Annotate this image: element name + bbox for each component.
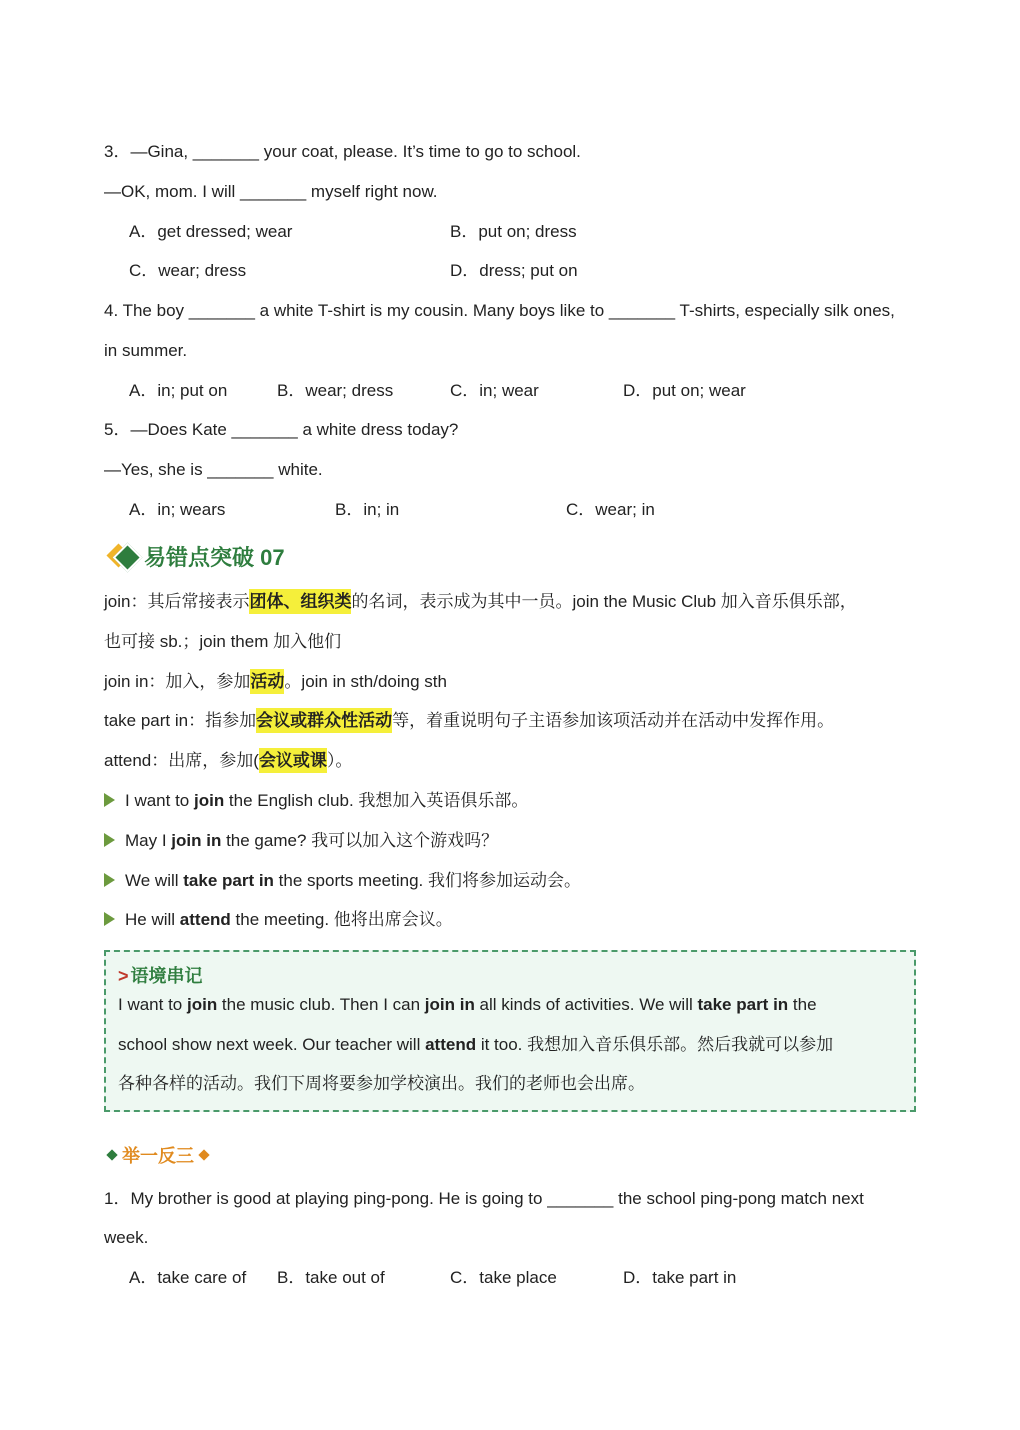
example-sentence: He will attend the meeting. 他将出席会议。 bbox=[104, 909, 453, 931]
example-sentence: We will take part in the sports meeting. 我们将参加运动会。 bbox=[104, 870, 581, 892]
question-4-line-1: 4. The boy _______ a white T-shirt is my cousin. Many boys like to _______ T-shirts, especially silk ones, bbox=[104, 301, 895, 320]
example-sentence: May I join in the game? 我可以加入这个游戏吗？ bbox=[104, 830, 498, 852]
join-in-explanation: join in：加入，参加活动。join in sth/doing sth bbox=[104, 671, 447, 693]
q5-option-a: A．in; wears bbox=[129, 500, 226, 519]
highlight-term: 团体、组织类 bbox=[249, 589, 351, 614]
context-box-title: > 语境串记 bbox=[118, 966, 203, 986]
q3-option-a: A．get dressed; wear bbox=[129, 222, 293, 241]
question-5-line-2: —Yes, she is _______ white. bbox=[104, 460, 323, 479]
practice-question-1-line-1: 1．My brother is good at playing ping-pong. He is going to _______ the school ping-pong match next bbox=[104, 1189, 864, 1208]
practice-option-c: C．take place bbox=[450, 1268, 557, 1287]
context-line-3: 各种各样的活动。我们下周将要参加学校演出。我们的老师也会出席。 bbox=[118, 1074, 645, 1093]
attend-explanation: attend：出席，参加(会议或课）。 bbox=[104, 750, 352, 772]
q3-option-c: C．wear; dress bbox=[129, 261, 247, 280]
highlight-term: 会议或群众性活动 bbox=[256, 708, 392, 733]
practice-option-b: B．take out of bbox=[277, 1268, 385, 1287]
highlight-term: 会议或课 bbox=[259, 748, 327, 773]
practice-option-d: D．take part in bbox=[623, 1268, 737, 1287]
q5-option-c: C．wear; in bbox=[566, 500, 655, 519]
q4-option-b: B．wear; dress bbox=[277, 381, 394, 400]
diamond-icon bbox=[198, 1149, 209, 1160]
q4-option-c: C．in; wear bbox=[450, 381, 539, 400]
triangle-bullet-icon bbox=[104, 793, 115, 807]
question-4-line-2: in summer. bbox=[104, 341, 188, 360]
section-title-text: 易错点突破 07 bbox=[144, 544, 285, 570]
triangle-bullet-icon bbox=[104, 873, 115, 887]
context-line-2: school show next week. Our teacher will attend it too. 我想加入音乐俱乐部。然后我就可以参加 bbox=[118, 1035, 834, 1054]
q3-option-b: B．put on; dress bbox=[450, 222, 577, 241]
section-title bbox=[104, 540, 285, 572]
q4-option-d: D．put on; wear bbox=[623, 381, 746, 400]
q5-option-b: B．in; in bbox=[335, 500, 400, 519]
highlight-term: 活动 bbox=[250, 669, 284, 694]
practice-option-a: A．take care of bbox=[129, 1268, 247, 1287]
triangle-bullet-icon bbox=[104, 833, 115, 847]
practice-heading: 举一反三 bbox=[104, 1142, 212, 1168]
triangle-bullet-icon bbox=[104, 912, 115, 926]
diamond-icon bbox=[104, 541, 138, 571]
chevron-right-icon: > bbox=[118, 966, 129, 986]
context-line-1: I want to join the music club. Then I can join in all kinds of activities. We will take part in the bbox=[118, 995, 817, 1014]
diamond-icon bbox=[106, 1149, 117, 1160]
context-memory-box bbox=[104, 950, 916, 1112]
join-explanation: join：其后常接表示团体、组织类的名词，表示成为其中一员。join the Music Club 加入音乐俱乐部， bbox=[104, 591, 857, 613]
q4-option-a: A．in; put on bbox=[129, 381, 228, 400]
join-explanation-cont: 也可接 sb.；join them 加入他们 bbox=[104, 632, 342, 651]
example-sentence: I want to join the English club. 我想加入英语俱乐部。 bbox=[104, 790, 528, 812]
take-part-in-explanation: take part in：指参加会议或群众性活动等，着重说明句子主语参加该项活动并在活动中发挥作用。 bbox=[104, 710, 834, 732]
question-5-line-1: 5．—Does Kate _______ a white dress today? bbox=[104, 420, 459, 439]
q3-option-d: D．dress; put on bbox=[450, 261, 578, 280]
practice-question-1-line-2: week. bbox=[104, 1228, 149, 1247]
question-3-line-2: —OK, mom. I will _______ myself right now. bbox=[104, 182, 438, 201]
question-3-line-1: 3．—Gina, _______ your coat, please. It’s time to go to school. bbox=[104, 142, 581, 161]
